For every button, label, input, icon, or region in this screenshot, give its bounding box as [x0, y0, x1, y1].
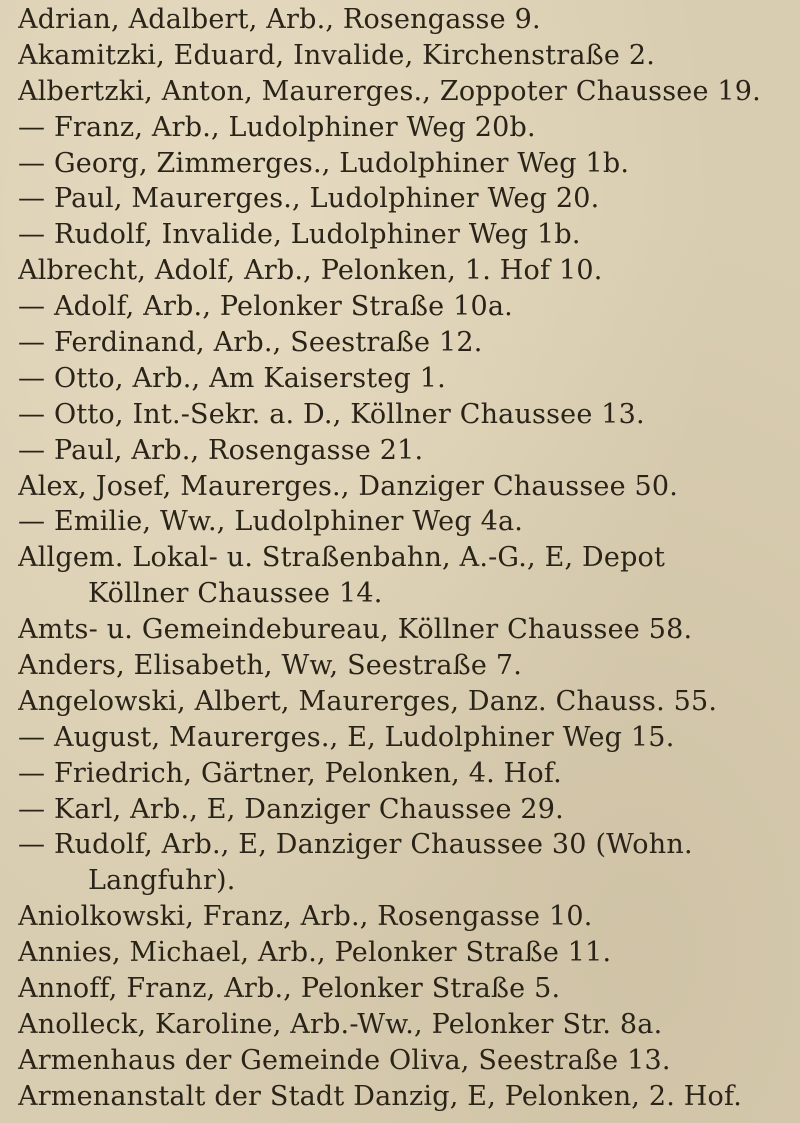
directory-entry: Armenhaus der Gemeinde Oliva, Seestraße 13.	[18, 1044, 671, 1076]
directory-entry: — Franz, Arb., Ludolphiner Weg 20b.	[18, 111, 536, 143]
directory-entry: Alex, Josef, Maurerges., Danziger Chaussee 50.	[18, 470, 679, 502]
directory-entry-continuation: Köllner Chaussee 14.	[88, 578, 383, 610]
directory-entry: — August, Maurerges., E, Ludolphiner Weg 15.	[18, 721, 675, 753]
directory-entry: Angelowski, Albert, Maurerges, Danz. Chauss. 55.	[18, 685, 718, 717]
directory-entry: — Emilie, Ww., Ludolphiner Weg 4a.	[18, 506, 524, 538]
directory-entry: — Rudolf, Arb., E, Danziger Chaussee 30 (Wohn.	[18, 829, 693, 861]
directory-entry: Amts- u. Gemeindebureau, Köllner Chaussee 58.	[18, 614, 693, 646]
directory-entry: — Paul, Arb., Rosengasse 21.	[18, 434, 424, 466]
directory-entry: Anders, Elisabeth, Ww, Seestraße 7.	[18, 650, 523, 682]
directory-entry: — Paul, Maurerges., Ludolphiner Weg 20.	[18, 183, 600, 215]
directory-entry: Anolleck, Karoline, Arb.-Ww., Pelonker Str. 8a.	[18, 1008, 663, 1040]
directory-entry: Aniolkowski, Franz, Arb., Rosengasse 10.	[18, 901, 593, 933]
directory-entry: — Friedrich, Gärtner, Pelonken, 4. Hof.	[18, 757, 562, 789]
directory-entry: Albrecht, Adolf, Arb., Pelonken, 1. Hof 10.	[18, 255, 603, 287]
directory-entry: Annoff, Franz, Arb., Pelonker Straße 5.	[18, 973, 561, 1005]
directory-entry: Albertzki, Anton, Maurerges., Zoppoter Chaussee 19.	[18, 75, 761, 107]
directory-entry: Adrian, Adalbert, Arb., Rosengasse 9.	[18, 4, 541, 35]
directory-entry: — Otto, Arb., Am Kaisersteg 1.	[18, 362, 446, 394]
directory-entry: Armenanstalt der Stadt Danzig, E, Pelonken, 2. Hof.	[18, 1080, 743, 1112]
directory-entry: — Georg, Zimmerges., Ludolphiner Weg 1b.	[18, 147, 630, 179]
directory-entry: Annies, Michael, Arb., Pelonker Straße 11.	[18, 937, 612, 969]
directory-entry: Allgem. Lokal- u. Straßenbahn, A.-G., E, Depot	[18, 542, 666, 574]
directory-entry: — Ferdinand, Arb., Seestraße 12.	[18, 327, 483, 359]
directory-entry-continuation: Langfuhr).	[88, 865, 236, 897]
directory-entry: — Otto, Int.-Sekr. a. D., Köllner Chaussee 13.	[18, 398, 645, 430]
directory-entry: — Adolf, Arb., Pelonker Straße 10a.	[18, 291, 513, 323]
directory-entry: Akamitzki, Eduard, Invalide, Kirchenstraße 2.	[18, 39, 656, 71]
directory-entry: — Karl, Arb., E, Danziger Chaussee 29.	[18, 793, 564, 825]
directory-entry: — Rudolf, Invalide, Ludolphiner Weg 1b.	[18, 219, 581, 251]
